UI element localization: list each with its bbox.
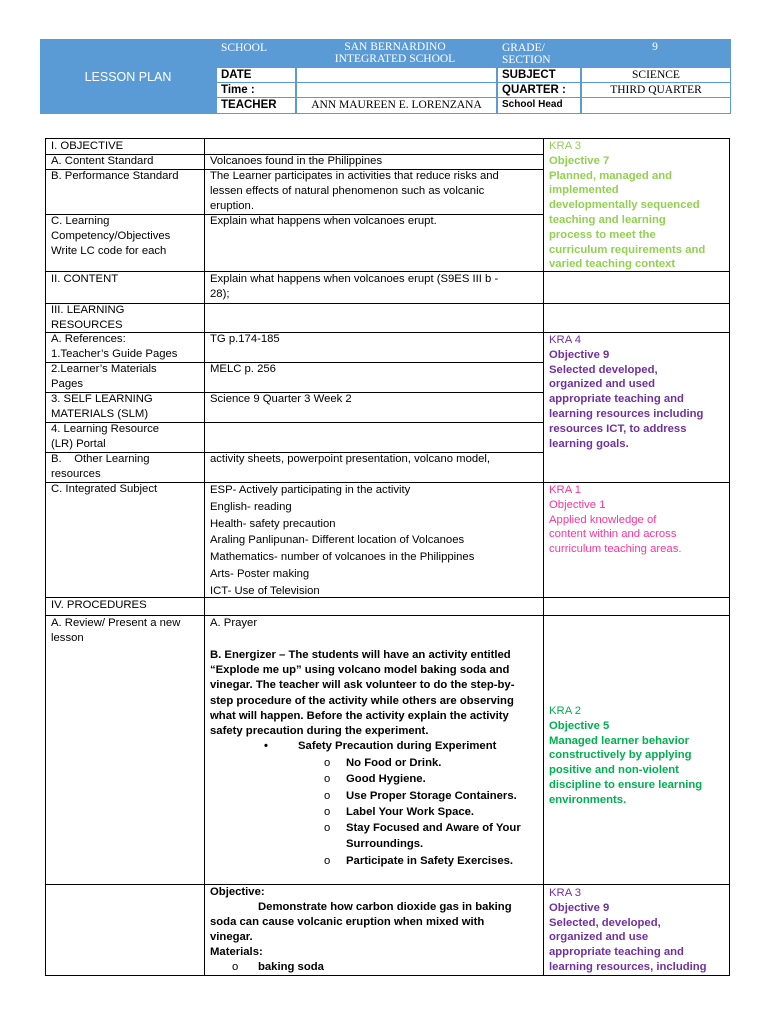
integrated-subject-values [210,482,474,600]
safety-item: o Use Proper Storage Containers. [324,788,521,804]
learning-competency-label: C. Learning Competency/Objectives Write LC code for each [51,215,171,257]
learners-materials-label: 2.Learner’s Materials Pages [51,363,157,390]
energizer-text: B. Energizer – The students will have an activity entitled “Explode me up” using volcano model baking soda and vinegar. The teacher will ask volunteer to do the step-by- step procedure of the activity while others are observing what will happen. Before the activity explain the activity safety precaution during the experiment. [210,649,515,738]
safety-item: o Good Hygiene. [324,771,521,787]
objective-heading: I. OBJECTIVE [51,140,124,152]
other-resources-label: B. Other Learning resources [51,453,150,480]
kra2-objective5: KRA 2 Objective 5 Managed learner behavior constructively by applying positive and non-violent discipline to ensure learning environments. [549,705,703,806]
circle-icon: o [324,822,331,835]
content-value: Explain what happens when volcanoes erupt (S9ES III b - 28); [210,273,499,300]
materials-label: Materials: [210,946,263,958]
integrated-subject-item: Mathematics- number of volcanoes in the Philippines [210,551,475,564]
procedures-heading: IV. PROCEDURES [51,599,147,611]
teacher-value: ANN MAUREEN E. LORENZANA [296,97,497,114]
integrated-subject-item: Araling Panlipunan- Different location of Volcanoes [210,534,465,547]
safety-heading: • Safety Precaution during Experiment [264,740,497,752]
integrated-subject-item: ICT- Use of Television [210,584,320,597]
time-value[interactable] [296,82,497,98]
circle-icon: o [324,805,331,818]
prayer-item: A. Prayer [210,617,258,629]
slm-value: Science 9 Quarter 3 Week 2 [210,393,352,405]
kra3-objective7: KRA 3 Objective 7 Planned, managed and implemented developmentally sequenced teaching and learning process to meet the curriculum requirements and varied teaching context [549,140,706,271]
date-value[interactable] [296,67,497,83]
integrated-subject-item: English- reading [210,500,292,513]
kra3-objective9: KRA 3 Objective 9 Selected, developed, organized and use appropriate teaching and learning resources, including [549,887,707,973]
circle-icon: o [232,961,239,973]
grade-section-label: GRADE/ SECTION [502,42,551,66]
school-head-value[interactable] [581,97,731,114]
content-standard-label: A. Content Standard [51,155,154,167]
time-label: Time : [216,82,296,98]
circle-icon: o [324,773,331,786]
quarter-label: QUARTER : [497,82,581,98]
safety-item: o Stay Focused and Aware of Your [324,820,521,836]
circle-icon: o [324,854,331,867]
performance-standard-value: The Learner participates in activities that reduce risks and lessen effects of natural phenomenon such as volcanic eruption. [210,170,499,212]
date-label: DATE [216,67,296,83]
safety-item: Surroundings. [346,838,424,851]
school-head-label: School Head [497,97,581,114]
column-divider [204,139,205,975]
lr-portal-label: 4. Learning Resource (LR) Portal [51,423,160,450]
content-heading: II. CONTENT [51,273,119,285]
safety-item: o No Food or Drink. [324,755,521,771]
kra1-objective1: KRA 1 Objective 1 Applied knowledge of content within and across curriculum teaching areas. [549,484,682,556]
subject-label: SUBJECT [497,67,581,83]
integrated-subject-item: ESP- Actively participating in the activity [210,484,411,496]
quarter-value: THIRD QUARTER [581,82,731,98]
school-value: SAN BERNARDINO INTEGRATED SCHOOL [334,41,456,65]
learners-materials-value: MELC p. 256 [210,363,276,375]
integrated-subject-item: Arts- Poster making [210,567,310,580]
circle-icon: o [324,757,331,769]
materials-item: o baking soda [232,961,324,973]
safety-item: o Label Your Work Space. [324,804,521,820]
circle-icon: o [324,789,331,802]
integrated-subject-item: Health- safety precaution [210,517,336,530]
school-label: SCHOOL [221,42,268,54]
references-value: TG p.174-185 [210,333,280,345]
learning-resources-heading: III. LEARNING RESOURCES [51,304,125,331]
other-resources-value: activity sheets, powerpoint presentation, volcano model, [210,453,491,465]
objective-label: Objective: [210,886,265,898]
objective-text: Demonstrate how carbon dioxide gas in baking soda can cause volcanic eruption when mixed with vinegar. [210,901,512,943]
lesson-plan-title: LESSON PLAN [84,69,172,84]
lesson-plan-table [45,138,730,976]
integrated-subject-label: C. Integrated Subject [51,483,158,495]
content-standard-value: Volcanoes found in the Philippines [210,155,383,167]
learning-competency-value: Explain what happens when volcanoes erupt. [210,215,437,227]
subject-value: SCIENCE [581,67,731,83]
row-divider [46,884,729,885]
references-label: A. References: 1.Teacher’s Guide Pages [51,333,178,360]
lesson-plan-header [40,39,731,114]
grade-value: 9 [652,41,658,53]
row-divider [46,303,729,304]
safety-list [324,755,521,869]
safety-item: o Participate in Safety Exercises. [324,853,521,869]
bullet-icon: • [264,740,268,752]
kra4-objective9: KRA 4 Objective 9 Selected developed, organized and used appropriate teaching and learning resources including resources ICT, to address learning goals. [549,334,704,450]
slm-label: 3. SELF LEARNING MATERIALS (SLM) [51,393,153,420]
teacher-label: TEACHER [216,97,296,114]
performance-standard-label: B. Performance Standard [51,170,179,182]
review-label: A. Review/ Present a new lesson [51,617,181,644]
column-divider [543,139,544,975]
